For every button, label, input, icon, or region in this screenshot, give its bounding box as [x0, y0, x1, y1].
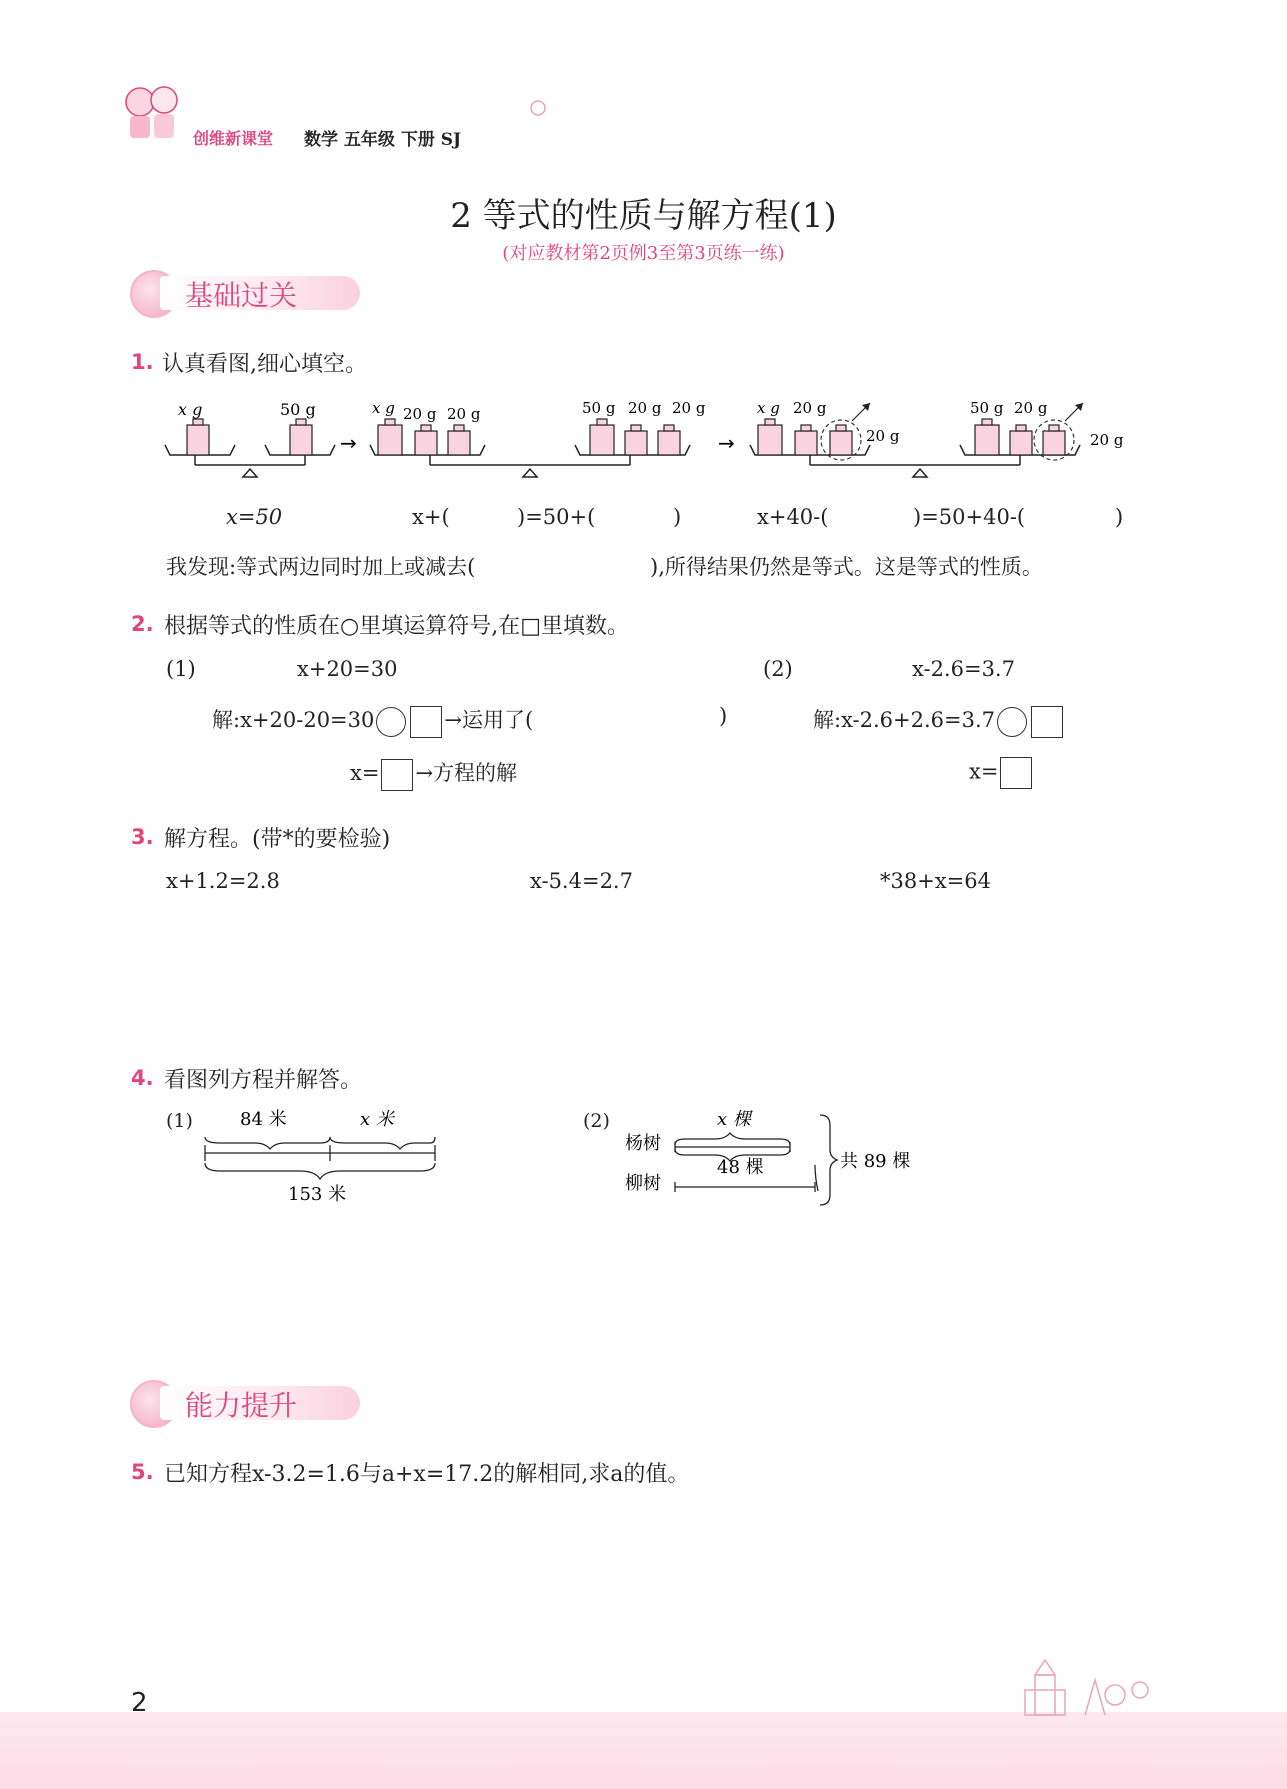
q4-number: 4.	[131, 1066, 154, 1090]
q2-p1-equation: x+20=30	[297, 657, 398, 681]
q2-p1-solution	[212, 704, 533, 738]
number-box-blank[interactable]	[381, 759, 413, 791]
q2-p2-result	[969, 757, 1034, 789]
q4-p1-segment-diagram	[160, 1105, 460, 1215]
q1-number: 1.	[131, 350, 154, 374]
q2-number: 2.	[131, 612, 154, 636]
operator-circle-blank[interactable]	[997, 707, 1027, 737]
q4-p1-left-label: 84 米	[240, 1109, 287, 1130]
q2-p1-close-paren: )	[719, 704, 728, 728]
q2-p1-x-label: x=	[350, 761, 380, 785]
footer-band	[0, 1712, 1287, 1789]
q4-p2-row1-label: 杨树	[625, 1133, 661, 1154]
scale3-left-label-1: x g	[757, 399, 780, 417]
scale2-left-label-3: 20 g	[447, 405, 481, 423]
scale3-left-label-2: 20 g	[793, 399, 827, 417]
scale3-right-label-2: 20 g	[1014, 399, 1048, 417]
page-number: 2	[131, 1688, 148, 1718]
q2-p1-solution-text: 解:x+20-20=30	[212, 708, 375, 732]
q3-equation-1: x+1.2=2.8	[166, 869, 280, 893]
mascot-logo-icon	[118, 80, 192, 140]
q1-eq3-part-c: )	[1115, 505, 1124, 529]
number-box-blank[interactable]	[1000, 757, 1032, 789]
q1-eq2-part-c: )	[673, 505, 682, 529]
scale1-left-label: x g	[178, 400, 203, 419]
page-subtitle: (对应教材第2页例3至第3页练一练)	[502, 243, 785, 264]
operator-circle-blank[interactable]	[376, 707, 406, 737]
brand-name: 创维新课堂	[193, 129, 274, 148]
section-title-basic: 基础过关	[185, 279, 298, 312]
q3-number: 3.	[131, 825, 154, 849]
q2-p1-result-note: →方程的解	[415, 761, 518, 785]
arrow-2: →	[718, 431, 735, 455]
castle-decoration-icon	[985, 1650, 1165, 1720]
section-title-advanced: 能力提升	[185, 1389, 298, 1422]
q2-p2-solution	[813, 704, 1065, 738]
q4-p2-row1-top-label: x 棵	[717, 1109, 751, 1130]
page-title: 2 等式的性质与解方程(1)	[450, 196, 837, 236]
number-box-blank[interactable]	[1031, 706, 1063, 738]
scale1-right-label: 50 g	[280, 400, 316, 419]
q2-p2-label: (2)	[763, 657, 793, 681]
q4-p2-label: (2)	[583, 1110, 610, 1132]
q1-eq2-part-b[interactable]: )=50+(	[517, 505, 596, 529]
q4-p2-row2-label: 柳树	[625, 1173, 661, 1194]
q1-eq3-part-b[interactable]: )=50+40-(	[913, 505, 1026, 529]
q5-number: 5.	[131, 1460, 154, 1484]
q1-eq1: x=50	[226, 505, 283, 529]
section-banner-advanced	[130, 1380, 380, 1424]
balance-scale-3	[750, 399, 1124, 477]
balance-scale-2	[370, 399, 735, 477]
scale3-left-removed: 20 g	[866, 427, 900, 445]
q3-equation-3: *38+x=64	[880, 869, 991, 893]
q2-p2-x-label: x=	[969, 759, 999, 784]
arrow-1: →	[340, 431, 357, 455]
q1-discovery-a: 我发现:等式两边同时加上或减去(	[166, 555, 476, 579]
q4-p2-mid-label: 48 棵	[717, 1157, 764, 1178]
balance-scale-diagrams	[150, 395, 1150, 495]
q1-eq2-part-a: x+(	[412, 505, 450, 529]
number-box-blank[interactable]	[410, 706, 442, 738]
q2-p1-arrow-text: →运用了(	[444, 708, 534, 732]
q4-text: 看图列方程并解答。	[164, 1068, 363, 1093]
q5-text: 已知方程x-3.2=1.6与a+x=17.2的解相同,求a的值。	[164, 1462, 690, 1487]
q1-text: 认真看图,细心填空。	[162, 352, 367, 377]
q2-p1-result	[350, 757, 517, 791]
scale2-right-label-1: 50 g	[582, 399, 616, 417]
scale2-right-label-2: 20 g	[628, 399, 662, 417]
q4-p2-total-label: 共 89 棵	[840, 1151, 911, 1172]
q2-p2-solution-text: 解:x-2.6+2.6=3.7	[813, 708, 996, 732]
flower-decoration-icon	[528, 98, 548, 118]
scale3-right-removed: 20 g	[1090, 431, 1124, 449]
q2-p2-equation: x-2.6=3.7	[912, 657, 1015, 681]
q1-discovery-b: ),所得结果仍然是等式。这是等式的性质。	[650, 555, 1043, 579]
scale2-right-label-3: 20 g	[672, 399, 706, 417]
section-banner-basic	[130, 270, 380, 314]
q2-text: 根据等式的性质在○里填运算符号,在□里填数。	[164, 614, 629, 639]
q1-eq3-part-a: x+40-(	[757, 505, 829, 529]
scale3-right-label-1: 50 g	[970, 399, 1004, 417]
q3-equation-2: x-5.4=2.7	[530, 869, 633, 893]
q2-p1-label: (1)	[166, 657, 196, 681]
scale2-left-label-1: x g	[372, 399, 395, 417]
q4-p1-total-label: 153 米	[288, 1184, 347, 1205]
q4-p1-label: (1)	[166, 1110, 193, 1132]
q4-p2-segment-diagram	[575, 1105, 935, 1215]
q3-text: 解方程。(带*的要检验)	[164, 827, 391, 852]
balance-scale-1	[165, 400, 357, 477]
q4-p1-right-label: x 米	[360, 1109, 394, 1130]
scale2-left-label-2: 20 g	[403, 405, 437, 423]
book-info: 数学 五年级 下册 SJ	[304, 130, 462, 150]
